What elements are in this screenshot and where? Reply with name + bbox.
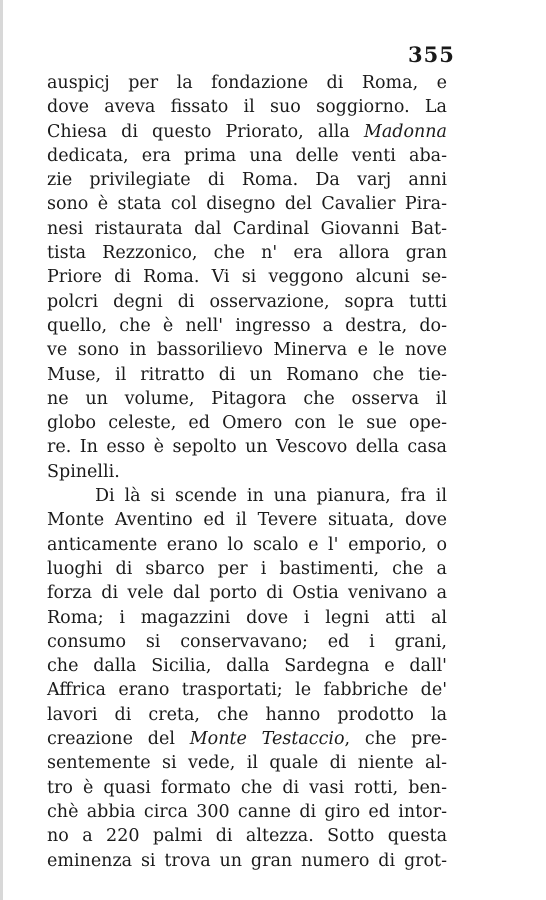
text-line: Monte Aventino ed il Tevere situata, dove bbox=[47, 510, 447, 531]
text-line bbox=[47, 727, 447, 751]
text-line: dedicata, era prima una delle venti aba- bbox=[47, 145, 447, 166]
text-line bbox=[47, 120, 447, 144]
text-line: chè abbia circa 300 canne di giro ed intor- bbox=[47, 801, 447, 822]
text-line: zie privilegiate di Roma. Da varj anni bbox=[47, 170, 447, 191]
text-line: forza di vele dal porto di Ostia venivano a bbox=[47, 583, 447, 604]
text-line: Di là si scende in una pianura, fra il bbox=[95, 486, 447, 507]
text-line: anticamente erano lo scalo e l' emporio, o bbox=[47, 534, 447, 555]
line-text-part: Chiesa di questo Priorato, alla bbox=[47, 121, 364, 142]
text-line: nesi ristaurata dal Cardinal Giovanni Bat- bbox=[47, 218, 447, 239]
line-text-part: , che pre- bbox=[344, 729, 447, 750]
text-line: ve sono in bassorilievo Minerva e le nove bbox=[47, 340, 447, 361]
text-line: Roma; i magazzini dove i legni atti al bbox=[47, 607, 447, 628]
text-line: globo celeste, ed Omero con le sue ope- bbox=[47, 413, 447, 434]
text-line: quello, che è nell' ingresso a destra, do- bbox=[47, 315, 447, 336]
text-line: consumo si conservavano; ed i grani, bbox=[47, 631, 447, 652]
text-line: che dalla Sicilia, dalla Sardegna e dall' bbox=[47, 656, 447, 677]
text-line: re. In esso è sepolto un Vescovo della casa bbox=[47, 437, 447, 458]
text-line: eminenza si trova un gran numero di grot- bbox=[47, 850, 447, 871]
text-line: Affrica erano trasportati; le fabbriche de' bbox=[47, 680, 447, 701]
page-edge bbox=[0, 0, 3, 900]
text-line: Spinelli. bbox=[47, 461, 120, 482]
text-line: Priore di Roma. Vi si veggono alcuni se- bbox=[47, 267, 447, 288]
text-line: no a 220 palmi di altezza. Sotto questa bbox=[47, 826, 447, 847]
text-line: dove aveva fissato il suo soggiorno. La bbox=[47, 97, 447, 118]
text-line: luoghi di sbarco per i bastimenti, che a bbox=[47, 558, 447, 579]
text-line: auspicj per la fondazione di Roma, e bbox=[47, 73, 447, 93]
body-text bbox=[47, 71, 447, 873]
text-line: tista Rezzonico, che n' era allora gran bbox=[47, 243, 447, 264]
text-line: lavori di creta, che hanno prodotto la bbox=[47, 704, 447, 725]
text-line: ne un volume, Pitagora che osserva il bbox=[47, 388, 447, 409]
text-line: sentemente si vede, il quale di niente al- bbox=[47, 753, 447, 774]
line-text-part: creazione del bbox=[47, 729, 190, 750]
page-number: 355 bbox=[408, 42, 455, 67]
italic-term: Monte Testaccio bbox=[189, 729, 345, 750]
text-line: sono è stata col disegno del Cavalier Pira- bbox=[47, 194, 447, 215]
italic-term: Madonna bbox=[363, 121, 447, 142]
text-line: tro è quasi formato che di vasi rotti, ben- bbox=[47, 777, 447, 798]
text-line: polcri degni di osservazione, sopra tutti bbox=[47, 291, 447, 312]
text-line: Muse, il ritratto di un Romano che tie- bbox=[47, 364, 447, 385]
